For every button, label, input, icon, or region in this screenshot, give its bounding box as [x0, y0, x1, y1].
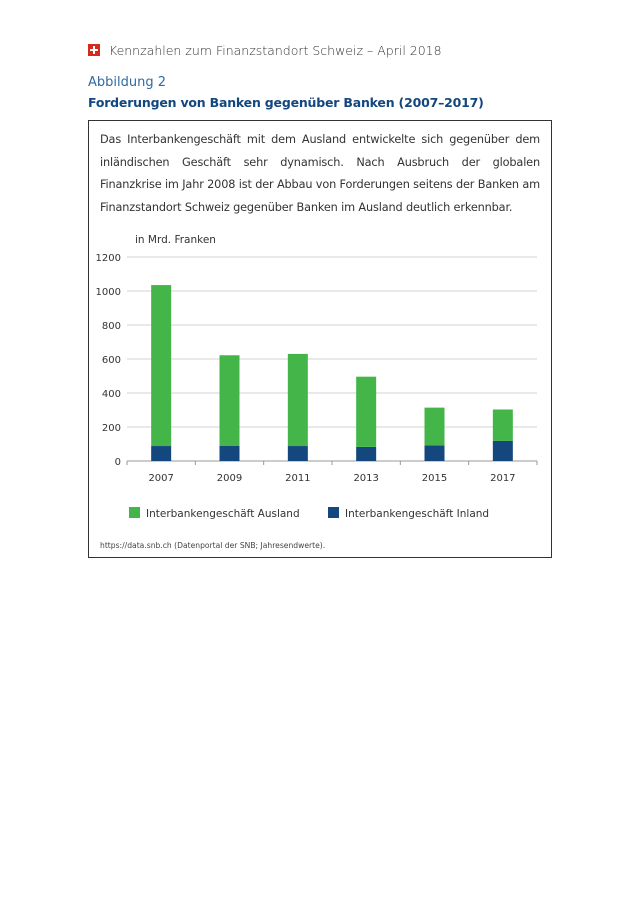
bar-ausland: [356, 377, 376, 447]
x-tick-label: 2015: [421, 473, 448, 484]
bar-ausland: [288, 354, 308, 446]
source-note: https://data.snb.ch (Datenportal der SNB; Jahresendwerte).: [100, 541, 326, 550]
legend-label: Interbankengeschäft Inland: [345, 508, 490, 520]
legend-label: Interbankengeschäft Ausland: [146, 508, 300, 520]
x-tick-label: 2007: [148, 473, 174, 484]
document-header: [88, 40, 442, 60]
bar-inland: [425, 445, 445, 461]
bar-inland: [288, 446, 308, 461]
legend-swatch: [129, 507, 140, 518]
bar-ausland: [220, 355, 240, 445]
bar-inland: [151, 446, 171, 461]
x-tick-label: 2013: [353, 473, 379, 484]
x-tick-label: 2009: [216, 473, 243, 484]
y-tick-label: 200: [101, 423, 121, 434]
y-tick-label: 1200: [95, 253, 121, 264]
bar-ausland: [151, 285, 171, 446]
figure-label: Abbildung 2: [88, 75, 167, 90]
y-tick-label: 600: [101, 355, 121, 366]
bar-chart: [89, 121, 551, 557]
bar-ausland: [493, 409, 513, 440]
bar-inland: [493, 441, 513, 461]
document-title: Kennzahlen zum Finanzstandort Schweiz – April 2018: [109, 42, 442, 58]
y-unit-label: in Mrd. Franken: [135, 234, 216, 246]
figure-title: Forderungen von Banken gegenüber Banken (2007–2017): [88, 95, 484, 110]
figure-description: Das Interbankengeschäft mit dem Ausland entwickelte sich gegenüber dem inländischen Geschäft sehr dynamisch. Nach Ausbruch der globalen Finanzkrise im Jahr 2008 ist der Abbau von Forderungen seitens der Banken am Finanzstandort Schweiz gegenüber Banken im Ausland deutlich erkennbar.: [100, 133, 540, 214]
y-tick-label: 400: [101, 389, 121, 400]
y-tick-label: 800: [101, 321, 121, 332]
x-tick-label: 2017: [490, 473, 516, 484]
x-tick-label: 2011: [285, 473, 311, 484]
bar-inland: [356, 447, 376, 461]
figure-box: [88, 120, 552, 558]
swiss-flag-icon: [88, 44, 100, 56]
bar-inland: [220, 446, 240, 461]
y-tick-label: 0: [114, 457, 121, 468]
y-tick-label: 1000: [95, 287, 121, 298]
legend-swatch: [328, 507, 339, 518]
bar-ausland: [425, 408, 445, 446]
